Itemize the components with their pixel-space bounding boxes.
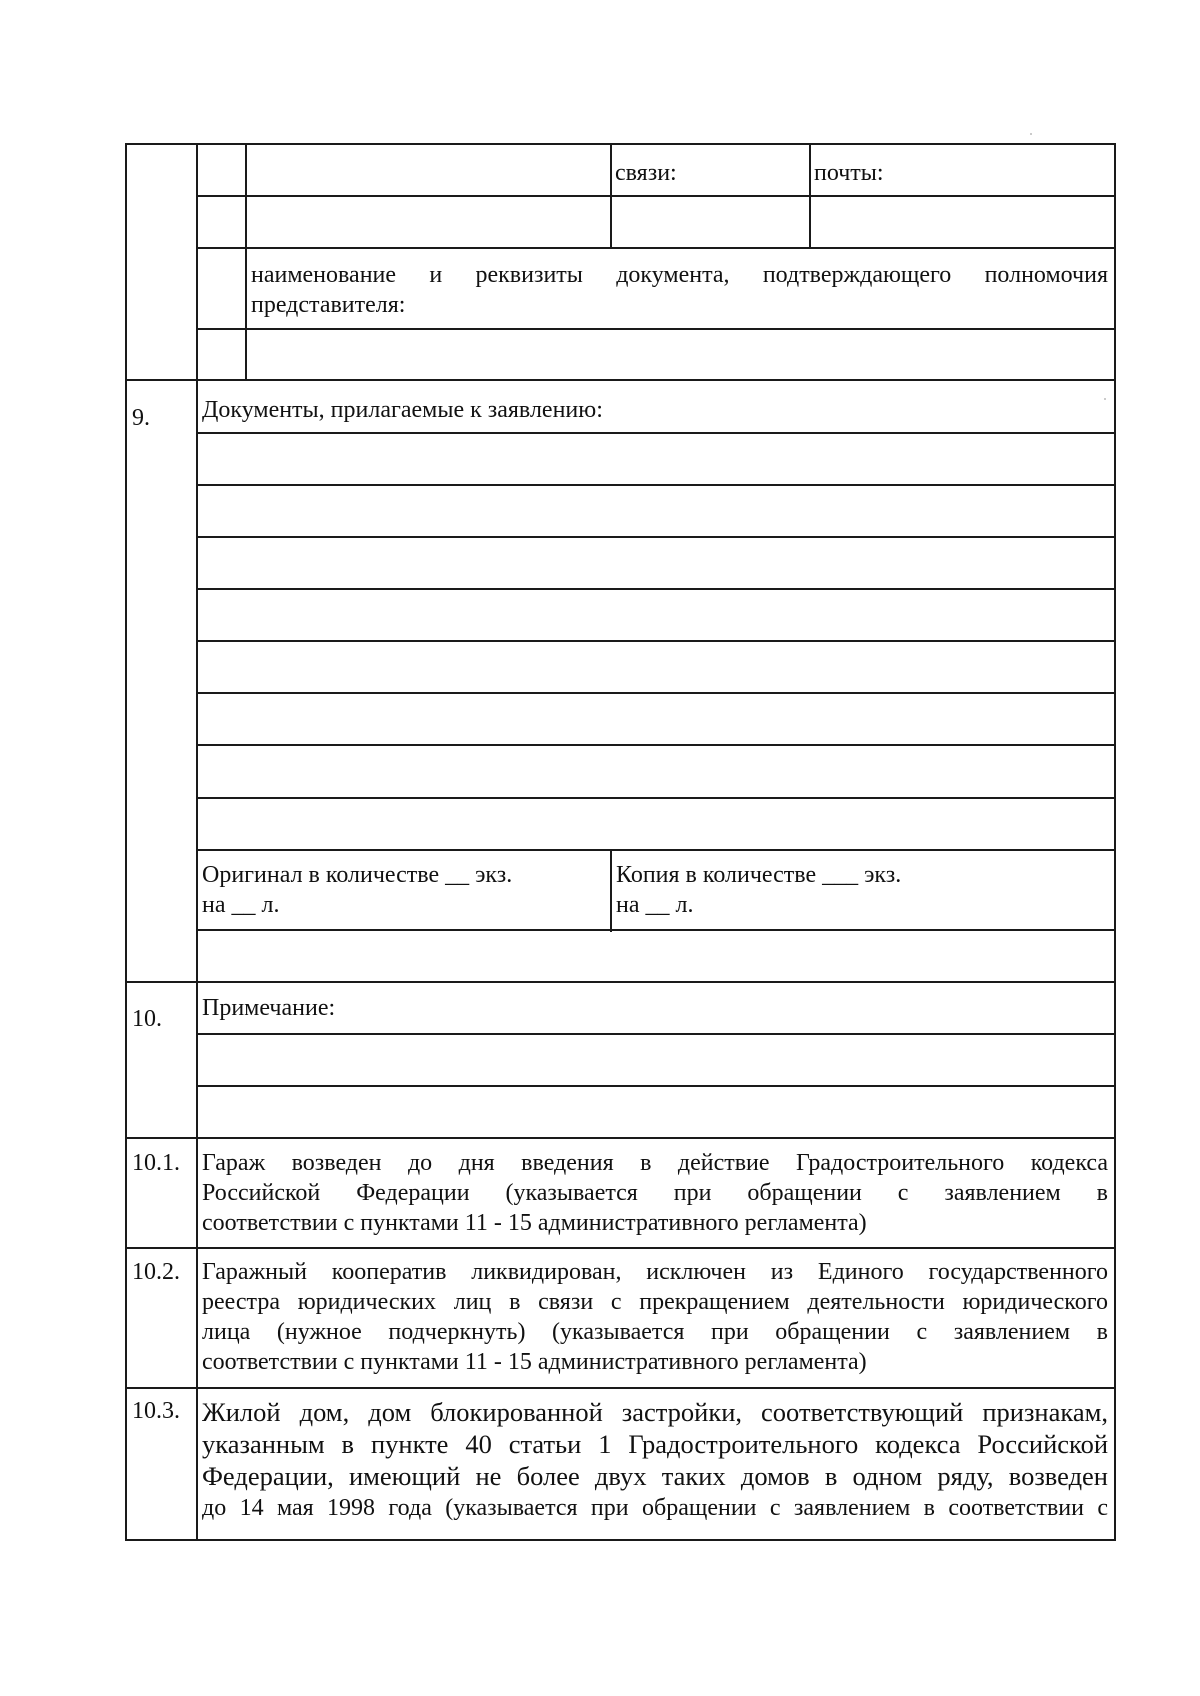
row9-line-3 <box>196 536 1116 538</box>
table-border-top <box>125 143 1116 145</box>
table-border-bottom <box>125 1539 1116 1541</box>
row10-3-line-4: до 14 мая 1998 года (указывается при обращении с заявлением в соответствии с <box>202 1495 1108 1521</box>
row9-line-8 <box>196 797 1116 799</box>
scan-speck <box>1104 398 1106 400</box>
row9-line-7 <box>196 744 1116 746</box>
row10-3-text <box>202 1396 1108 1524</box>
row9-line-10 <box>196 929 1116 931</box>
sub-column-divider <box>245 143 247 380</box>
row10-line-2 <box>196 1085 1116 1087</box>
row10-number: 10. <box>132 1006 162 1032</box>
row10-1-line-2: Российской Федерации (указывается при обращении с заявлением в <box>202 1180 1108 1206</box>
row10-2-number: 10.2. <box>132 1259 180 1285</box>
representative-document-line-2: представителя: <box>251 292 406 318</box>
row10-1-number: 10.1. <box>132 1150 180 1176</box>
representative-document-line-1: наименование и реквизиты документа, подтверждающего полномочия <box>251 262 1108 288</box>
representative-document-label <box>251 260 1108 320</box>
row10-2-bottom <box>125 1387 1116 1389</box>
row9-line-4 <box>196 588 1116 590</box>
row10-1-text <box>202 1148 1108 1238</box>
scan-speck <box>1030 133 1032 135</box>
copy-count-line-1: Копия в количестве ___ экз. <box>616 862 902 888</box>
row10-3-line-2: указанным в пункте 40 статьи 1 Градостроительного кодекса Российской <box>202 1429 1108 1459</box>
row10-1-bottom <box>125 1247 1116 1249</box>
table-border-left <box>125 143 127 1541</box>
row10-2-line-1: Гаражный кооператив ликвидирован, исключен из Единого государственного <box>202 1259 1108 1285</box>
row10-title: Примечание: <box>202 995 336 1021</box>
row10-2-line-3: лица (нужное подчеркнуть) (указывается при обращении с заявлением в <box>202 1319 1108 1345</box>
row9-line-5 <box>196 640 1116 642</box>
row9-bottom <box>125 981 1116 983</box>
communication-label: связи: <box>615 160 677 186</box>
row8-line-1 <box>196 195 1116 197</box>
original-count-line-2: на __ л. <box>202 892 280 918</box>
mail-label: почты: <box>814 160 884 186</box>
copy-count-line-2: на __ л. <box>616 892 694 918</box>
row9-line-6 <box>196 692 1116 694</box>
row9-number: 9. <box>132 405 150 431</box>
row10-line-1 <box>196 1033 1116 1035</box>
row10-3-line-3: Федерации, имеющий не более двух таких домов в одном ряду, возведен <box>202 1461 1108 1491</box>
row9-line-1 <box>196 432 1116 434</box>
row10-1-line-1: Гараж возведен до дня введения в действие Градостроительного кодекса <box>202 1150 1108 1176</box>
original-count-line-1: Оригинал в количестве __ экз. <box>202 862 513 888</box>
row9-line-9 <box>196 849 1116 851</box>
row10-2-text <box>202 1257 1108 1377</box>
row8-bottom <box>125 379 1116 381</box>
row10-2-line-4: соответствии с пунктами 11 - 15 административного регламента) <box>202 1349 867 1375</box>
row10-3-line-1: Жилой дом, дом блокированной застройки, соответствующий признакам, <box>202 1397 1108 1427</box>
table-border-right <box>1114 143 1116 1541</box>
row9-line-2 <box>196 484 1116 486</box>
number-column-divider <box>196 143 198 1541</box>
row10-bottom <box>125 1137 1116 1139</box>
original-copy-divider <box>610 850 612 932</box>
row9-title: Документы, прилагаемые к заявлению: <box>202 397 603 423</box>
row10-2-line-2: реестра юридических лиц в связи с прекращением деятельности юридического <box>202 1289 1108 1315</box>
row10-3-number: 10.3. <box>132 1398 180 1424</box>
row10-1-line-3: соответствии с пунктами 11 - 15 административного регламента) <box>202 1210 867 1236</box>
row8-line-2 <box>196 247 1116 249</box>
row8-line-3 <box>196 328 1116 330</box>
